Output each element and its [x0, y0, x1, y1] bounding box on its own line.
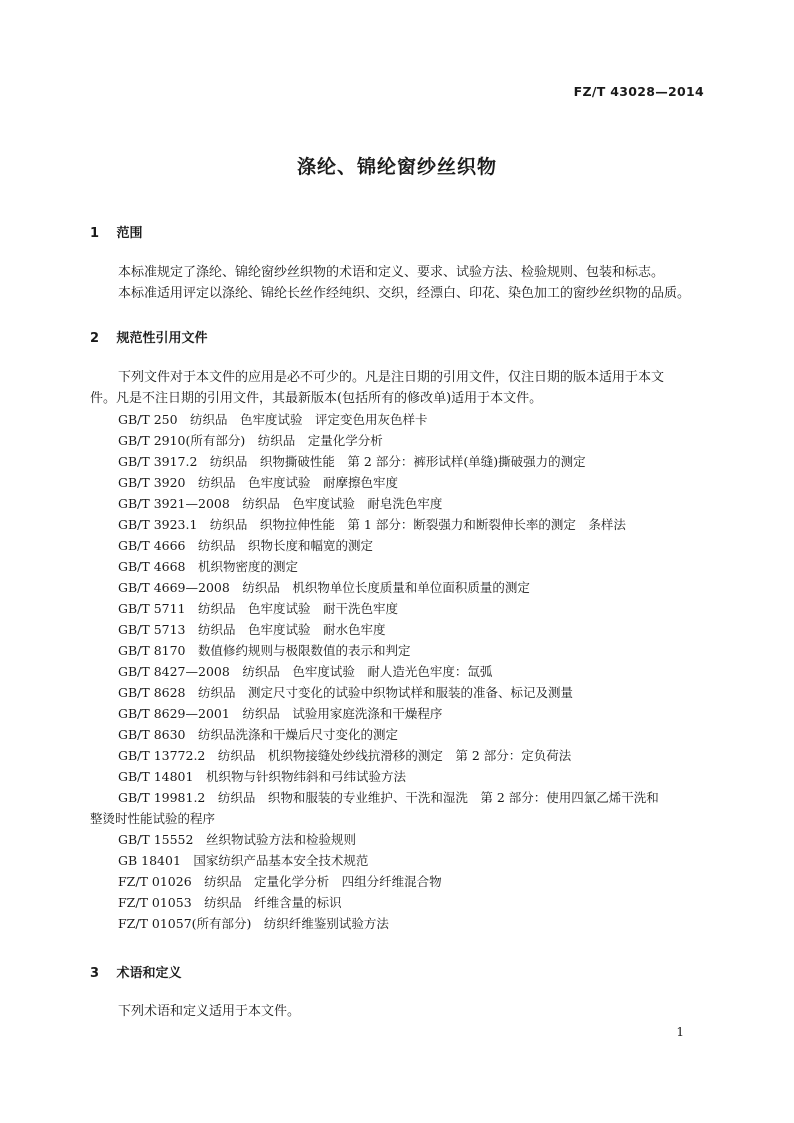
reference-item: [90, 472, 710, 493]
reference-item: [90, 724, 710, 745]
reference-text: FZ/T 01053 纺织品 纤维含量的标识: [118, 895, 342, 910]
section-3-heading: [90, 962, 182, 981]
reference-text: GB/T 2910(所有部分) 纺织品 定量化学分析: [118, 433, 383, 448]
reference-item: [90, 430, 710, 451]
reference-text: GB/T 250 纺织品 色牢度试验 评定变色用灰色样卡: [118, 412, 428, 427]
standard-code: FZ/T 43028—2014: [573, 84, 704, 99]
reference-item: [90, 703, 710, 724]
section-title: 规范性引用文件: [116, 331, 208, 346]
reference-text: FZ/T 01026 纺织品 定量化学分析 四组分纤维混合物: [118, 874, 442, 889]
references-intro: [90, 367, 710, 409]
reference-text: GB/T 3923.1 纺织品 织物拉伸性能 第 1 部分：断裂强力和断裂伸长率的测定 条样法: [118, 517, 626, 532]
reference-text: GB/T 5713 纺织品 色牢度试验 耐水色牢度: [118, 622, 386, 637]
intro-line: 件。凡是不注日期的引用文件，其最新版本(包括所有的修改单)适用于本文件。: [90, 391, 543, 406]
reference-text: GB/T 15552 丝织物试验方法和检验规则: [118, 832, 356, 847]
reference-text: FZ/T 01057(所有部分) 纺织纤维鉴别试验方法: [118, 916, 389, 931]
reference-item: [90, 493, 710, 514]
reference-text: GB/T 8630 纺织品洗涤和干燥后尺寸变化的测定: [118, 727, 399, 742]
scope-paragraph: 本标准适用评定以涤纶、锦纶长丝作经纯织、交织，经漂白、印花、染色加工的窗纱丝织物的品质。: [118, 286, 691, 301]
section-number: 3: [90, 966, 100, 981]
section-1-heading: [90, 222, 143, 241]
reference-text-continuation: 整烫时性能试验的程序: [90, 811, 216, 826]
intro-line: 下列文件对于本文件的应用是必不可少的。凡是注日期的引用文件，仅注日期的版本适用于本文: [118, 370, 665, 385]
reference-item: [90, 787, 710, 829]
reference-item: [90, 514, 710, 535]
section-title: 术语和定义: [116, 966, 182, 981]
reference-item: [90, 451, 710, 472]
reference-text: GB/T 8427—2008 纺织品 色牢度试验 耐人造光色牢度：氙弧: [118, 664, 493, 679]
section-title: 范围: [116, 226, 143, 241]
reference-item: [90, 640, 710, 661]
section-number: 1: [90, 226, 100, 241]
reference-item: [90, 619, 710, 640]
reference-text: GB/T 4668 机织物密度的测定: [118, 559, 299, 574]
reference-item: [90, 829, 710, 850]
reference-text: GB/T 8628 纺织品 测定尺寸变化的试验中织物试样和服装的准备、标记及测量: [118, 685, 574, 700]
reference-item: [90, 871, 710, 892]
section-number: 2: [90, 331, 100, 346]
normative-references-list: [90, 409, 710, 934]
reference-item: [90, 892, 710, 913]
scope-paragraph: 本标准规定了涤纶、锦纶窗纱丝织物的术语和定义、要求、试验方法、检验规则、包装和标志。: [118, 265, 665, 280]
document-title: 涤纶、锦纶窗纱丝织物: [296, 156, 497, 178]
reference-item: [90, 913, 710, 934]
page-number: 1: [676, 1025, 684, 1039]
reference-item: [90, 745, 710, 766]
reference-item: [90, 598, 710, 619]
section-2-heading: [90, 327, 208, 346]
reference-item: [90, 535, 710, 556]
reference-item: [90, 556, 710, 577]
reference-text: GB/T 3917.2 纺织品 织物撕破性能 第 2 部分：裤形试样(单缝)撕破强力的测定: [118, 454, 586, 469]
reference-item: [90, 850, 710, 871]
reference-item: [90, 766, 710, 787]
reference-text: GB/T 14801 机织物与针织物纬斜和弓纬试验方法: [118, 769, 406, 784]
reference-text: GB/T 8170 数值修约规则与极限数值的表示和判定: [118, 643, 411, 658]
reference-text: GB 18401 国家纺织产品基本安全技术规范: [118, 853, 369, 868]
reference-item: [90, 661, 710, 682]
reference-text: GB/T 3921—2008 纺织品 色牢度试验 耐皂洗色牢度: [118, 496, 443, 511]
reference-text: GB/T 8629—2001 纺织品 试验用家庭洗涤和干燥程序: [118, 706, 443, 721]
reference-item: [90, 682, 710, 703]
reference-text: GB/T 13772.2 纺织品 机织物接缝处纱线抗滑移的测定 第 2 部分：定负荷法: [118, 748, 572, 763]
terms-paragraph: 下列术语和定义适用于本文件。: [118, 1004, 301, 1019]
reference-text: GB/T 5711 纺织品 色牢度试验 耐干洗色牢度: [118, 601, 399, 616]
reference-text: GB/T 3920 纺织品 色牢度试验 耐摩擦色牢度: [118, 475, 399, 490]
reference-text: GB/T 4666 纺织品 织物长度和幅宽的测定: [118, 538, 374, 553]
reference-text: GB/T 4669—2008 纺织品 机织物单位长度质量和单位面积质量的测定: [118, 580, 530, 595]
reference-text: GB/T 19981.2 纺织品 织物和服装的专业维护、干洗和湿洗 第 2 部分：使用四氯乙烯干洗和: [118, 790, 659, 805]
reference-item: [90, 577, 710, 598]
reference-item: [90, 409, 710, 430]
